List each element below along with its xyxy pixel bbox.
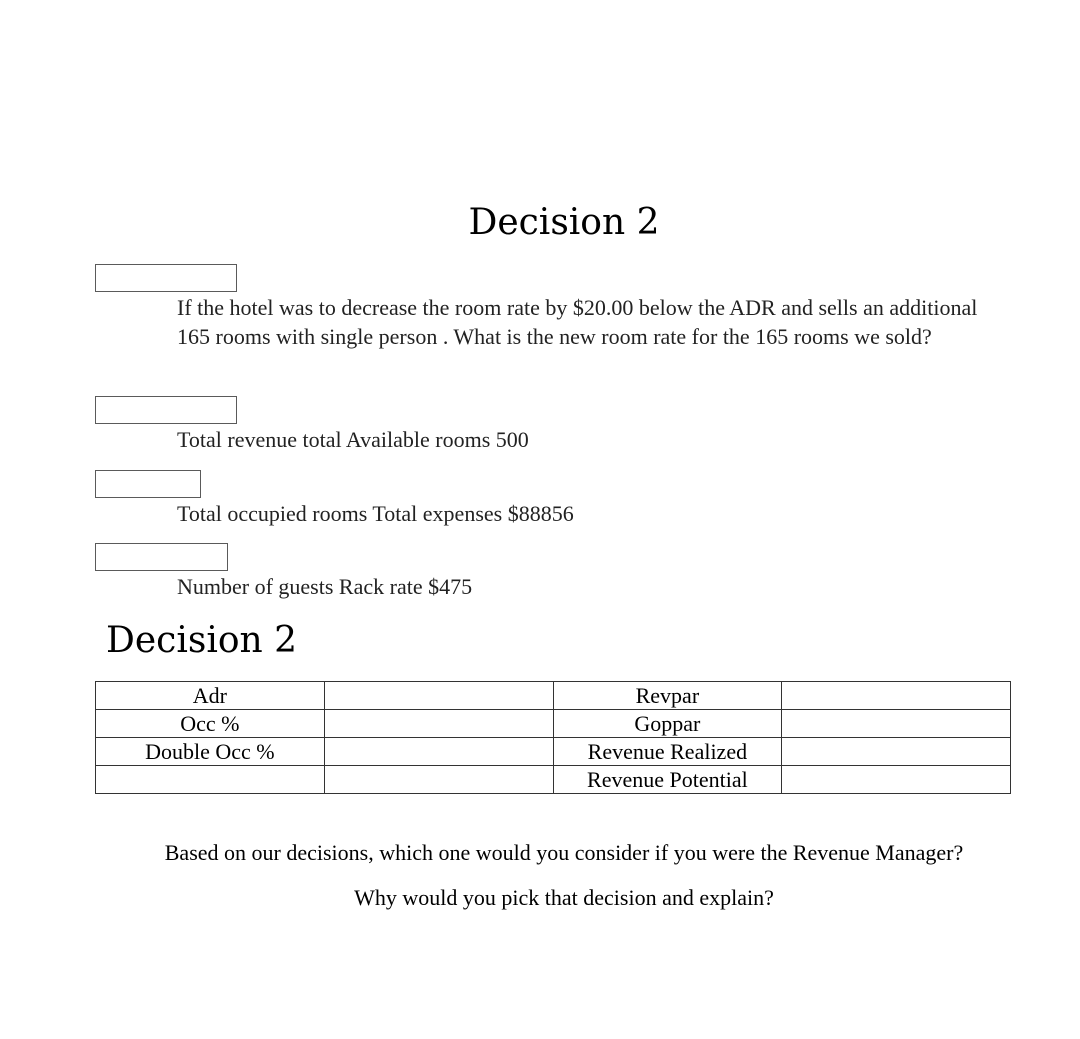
metric-value-cell[interactable] bbox=[782, 682, 1011, 710]
question-3-text: Total occupied rooms Total expenses $88856 bbox=[177, 501, 574, 526]
answer-box-4[interactable] bbox=[95, 543, 228, 571]
metrics-table bbox=[95, 681, 1011, 794]
metric-value-cell[interactable] bbox=[782, 766, 1011, 794]
table-section-title: Decision 2 bbox=[106, 620, 298, 661]
metric-value-cell[interactable] bbox=[324, 766, 553, 794]
metric-value-cell[interactable] bbox=[782, 738, 1011, 766]
metric-label: Revenue Potential bbox=[553, 766, 782, 794]
metric-value-cell[interactable] bbox=[782, 710, 1011, 738]
question-4-text: Number of guests Rack rate $475 bbox=[177, 574, 473, 599]
table-row bbox=[96, 738, 1011, 766]
table-row bbox=[96, 766, 1011, 794]
metric-value-cell[interactable] bbox=[324, 738, 553, 766]
table-row bbox=[96, 682, 1011, 710]
question-1-text: If the hotel was to decrease the room rate by $20.00 below the ADR and sells an additional 165 rooms with single person . What is the new room rate for the 165 rooms we sold? bbox=[177, 295, 978, 349]
answer-box-2[interactable] bbox=[95, 396, 237, 424]
question-2-text: Total revenue total Available rooms 500 bbox=[177, 427, 529, 452]
answer-box-3[interactable] bbox=[95, 470, 201, 498]
decision-title: Decision 2 bbox=[468, 202, 660, 243]
answer-box-1[interactable] bbox=[95, 264, 237, 292]
metric-label bbox=[96, 766, 325, 794]
metric-value-cell[interactable] bbox=[324, 682, 553, 710]
metric-label: Revpar bbox=[553, 682, 782, 710]
metric-label: Occ % bbox=[96, 710, 325, 738]
metric-label: Goppar bbox=[553, 710, 782, 738]
metric-label: Revenue Realized bbox=[553, 738, 782, 766]
closing-question: Based on our decisions, which one would you consider if you were the Revenue Manager? bbox=[164, 840, 964, 865]
metric-label: Double Occ % bbox=[96, 738, 325, 766]
closing-prompt: Why would you pick that decision and explain? bbox=[354, 885, 774, 910]
table-row bbox=[96, 710, 1011, 738]
metric-value-cell[interactable] bbox=[324, 710, 553, 738]
metric-label: Adr bbox=[96, 682, 325, 710]
